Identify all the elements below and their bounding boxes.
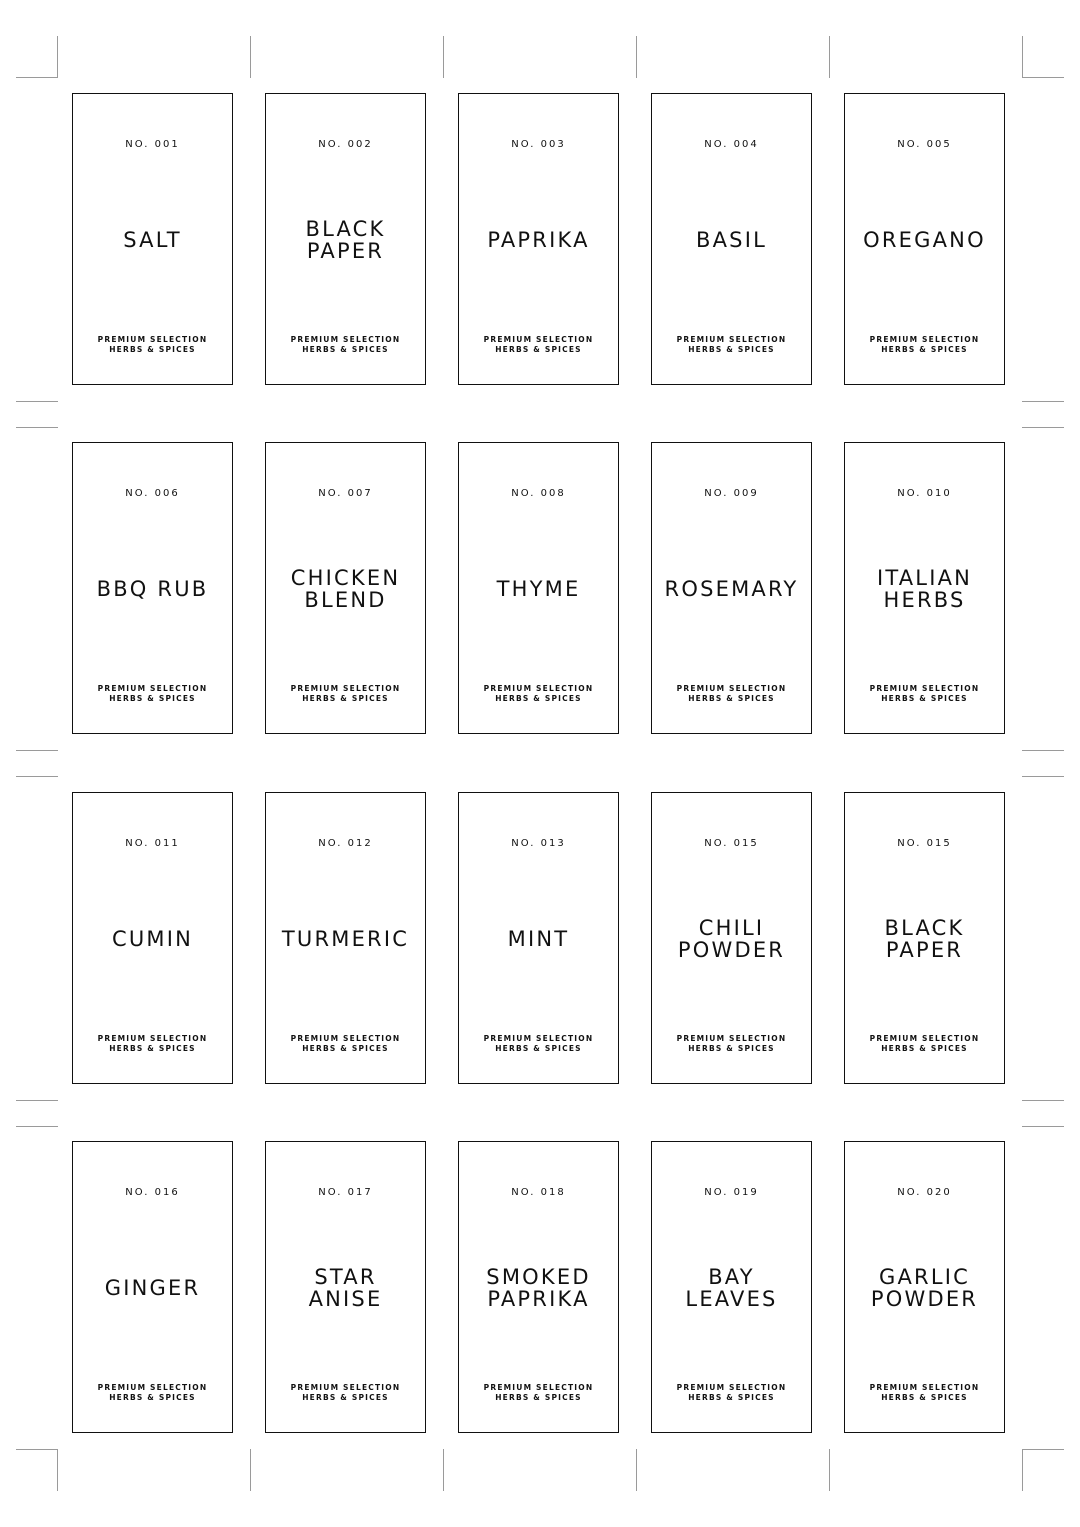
spice-label: [844, 442, 1005, 734]
label-footer-line: PREMIUM SELECTION: [869, 684, 980, 693]
label-footer: [845, 1034, 1004, 1054]
label-footer-line: HERBS & SPICES: [495, 1044, 582, 1053]
crop-mark: [1022, 1449, 1023, 1491]
crop-mark: [250, 36, 251, 78]
label-name-line: ANISE: [308, 1287, 383, 1311]
label-name-line: BLACK: [884, 916, 965, 940]
label-footer: [652, 684, 811, 704]
label-footer-line: PREMIUM SELECTION: [869, 1034, 980, 1043]
label-footer: [652, 1034, 811, 1054]
crop-mark: [443, 1449, 444, 1491]
label-number: NO. 013: [511, 838, 566, 849]
label-number: NO. 012: [318, 838, 373, 849]
spice-label: [651, 442, 812, 734]
label-number: NO. 005: [897, 139, 952, 150]
crop-mark: [443, 36, 444, 78]
label-footer-line: HERBS & SPICES: [881, 1044, 968, 1053]
label-name-line: BLEND: [304, 588, 387, 612]
label-footer-line: PREMIUM SELECTION: [483, 335, 594, 344]
label-name: [73, 578, 232, 600]
label-number: NO. 018: [511, 1187, 566, 1198]
label-number: NO. 015: [897, 838, 952, 849]
label-footer: [459, 1034, 618, 1054]
crop-mark: [829, 1449, 830, 1491]
label-footer-line: HERBS & SPICES: [109, 345, 196, 354]
label-name-line: OREGANO: [863, 228, 986, 252]
label-name-line: TURMERIC: [281, 927, 410, 951]
crop-mark: [1022, 1100, 1064, 1101]
label-name-line: ROSEMARY: [664, 577, 799, 601]
label-footer: [266, 1383, 425, 1403]
label-name-line: GINGER: [104, 1276, 201, 1300]
label-footer-line: PREMIUM SELECTION: [676, 684, 787, 693]
label-name-line: PAPER: [306, 239, 385, 263]
label-name-line: MINT: [507, 927, 570, 951]
crop-mark: [16, 401, 58, 402]
label-footer-line: HERBS & SPICES: [109, 1044, 196, 1053]
label-name: [73, 1277, 232, 1299]
spice-label: [458, 792, 619, 1084]
label-footer-line: HERBS & SPICES: [495, 345, 582, 354]
spice-label: [844, 93, 1005, 385]
spice-label: [72, 792, 233, 1084]
label-number: NO. 009: [704, 488, 759, 499]
label-name: [652, 917, 811, 961]
label-footer-line: PREMIUM SELECTION: [676, 1383, 787, 1392]
label-name-line: SMOKED: [486, 1265, 591, 1289]
label-footer-line: PREMIUM SELECTION: [676, 335, 787, 344]
spice-label: [265, 442, 426, 734]
spice-label: [844, 792, 1005, 1084]
label-number: NO. 020: [897, 1187, 952, 1198]
spice-label: [651, 792, 812, 1084]
label-name-line: CHICKEN: [290, 566, 401, 590]
label-name: [845, 1266, 1004, 1310]
label-name-line: HERBS: [883, 588, 966, 612]
label-name-line: THYME: [496, 577, 581, 601]
spice-label: [458, 1141, 619, 1433]
label-footer-line: HERBS & SPICES: [109, 1393, 196, 1402]
crop-mark: [16, 77, 58, 78]
label-name: [652, 578, 811, 600]
label-name-line: PAPRIKA: [487, 228, 590, 252]
label-name: [73, 928, 232, 950]
label-name: [266, 218, 425, 262]
label-footer: [266, 1034, 425, 1054]
label-footer-line: PREMIUM SELECTION: [97, 684, 208, 693]
crop-mark: [636, 1449, 637, 1491]
label-name-line: PAPRIKA: [487, 1287, 590, 1311]
crop-mark: [250, 1449, 251, 1491]
label-name: [459, 578, 618, 600]
label-number: NO. 019: [704, 1187, 759, 1198]
label-name-line: LEAVES: [685, 1287, 778, 1311]
label-number: NO. 002: [318, 139, 373, 150]
label-footer-line: PREMIUM SELECTION: [483, 684, 594, 693]
label-footer: [73, 1383, 232, 1403]
crop-mark: [636, 36, 637, 78]
label-number: NO. 017: [318, 1187, 373, 1198]
label-name-line: ITALIAN: [876, 566, 973, 590]
crop-mark: [16, 776, 58, 777]
spice-label: [265, 792, 426, 1084]
crop-mark: [1022, 1449, 1064, 1450]
label-number: NO. 016: [125, 1187, 180, 1198]
label-footer-line: HERBS & SPICES: [688, 1044, 775, 1053]
label-footer-line: HERBS & SPICES: [688, 1393, 775, 1402]
crop-mark: [1022, 776, 1064, 777]
label-footer-line: PREMIUM SELECTION: [869, 1383, 980, 1392]
label-footer-line: PREMIUM SELECTION: [290, 1383, 401, 1392]
crop-mark: [1022, 750, 1064, 751]
crop-mark: [1022, 77, 1064, 78]
label-number: NO. 010: [897, 488, 952, 499]
crop-mark: [16, 1100, 58, 1101]
label-footer: [73, 335, 232, 355]
crop-mark: [829, 36, 830, 78]
label-footer-line: HERBS & SPICES: [495, 1393, 582, 1402]
label-footer-line: HERBS & SPICES: [495, 694, 582, 703]
label-footer: [459, 684, 618, 704]
label-footer-line: PREMIUM SELECTION: [97, 1034, 208, 1043]
label-name: [266, 928, 425, 950]
label-footer-line: HERBS & SPICES: [302, 345, 389, 354]
label-footer-line: PREMIUM SELECTION: [483, 1034, 594, 1043]
label-name: [845, 567, 1004, 611]
label-footer-line: PREMIUM SELECTION: [290, 684, 401, 693]
label-name-line: CHILI: [698, 916, 765, 940]
label-number: NO. 015: [704, 838, 759, 849]
label-number: NO. 001: [125, 139, 180, 150]
label-footer: [459, 335, 618, 355]
label-footer-line: HERBS & SPICES: [109, 694, 196, 703]
label-name-line: GARLIC: [879, 1265, 970, 1289]
label-name: [845, 917, 1004, 961]
label-footer-line: PREMIUM SELECTION: [290, 1034, 401, 1043]
crop-mark: [16, 1126, 58, 1127]
label-name-line: BASIL: [696, 228, 767, 252]
label-name: [266, 567, 425, 611]
spice-label: [651, 93, 812, 385]
label-name: [652, 1266, 811, 1310]
crop-mark: [1022, 401, 1064, 402]
label-number: NO. 004: [704, 139, 759, 150]
label-name-line: BAY: [708, 1265, 755, 1289]
spice-label: [265, 93, 426, 385]
label-footer-line: PREMIUM SELECTION: [97, 1383, 208, 1392]
label-footer-line: PREMIUM SELECTION: [290, 335, 401, 344]
label-footer: [652, 335, 811, 355]
label-name: [459, 1266, 618, 1310]
label-name: [73, 229, 232, 251]
label-name: [845, 229, 1004, 251]
label-footer: [845, 684, 1004, 704]
label-name-line: CUMIN: [111, 927, 194, 951]
crop-mark: [57, 1449, 58, 1491]
label-name-line: PAPER: [885, 938, 964, 962]
label-footer-line: PREMIUM SELECTION: [483, 1383, 594, 1392]
label-number: NO. 008: [511, 488, 566, 499]
label-footer: [266, 335, 425, 355]
label-footer: [652, 1383, 811, 1403]
label-footer: [459, 1383, 618, 1403]
spice-label: [651, 1141, 812, 1433]
crop-mark: [57, 36, 58, 78]
label-footer: [73, 1034, 232, 1054]
label-footer: [266, 684, 425, 704]
label-name-line: SALT: [123, 228, 182, 252]
label-number: NO. 011: [125, 838, 180, 849]
label-name-line: STAR: [314, 1265, 377, 1289]
label-footer-line: HERBS & SPICES: [688, 345, 775, 354]
label-name: [459, 928, 618, 950]
crop-mark: [1022, 1126, 1064, 1127]
spice-label: [458, 93, 619, 385]
label-number: NO. 007: [318, 488, 373, 499]
label-name: [652, 229, 811, 251]
crop-mark: [16, 427, 58, 428]
label-footer-line: HERBS & SPICES: [302, 1393, 389, 1402]
label-footer-line: HERBS & SPICES: [688, 694, 775, 703]
label-footer: [845, 1383, 1004, 1403]
label-name: [266, 1266, 425, 1310]
spice-label: [844, 1141, 1005, 1433]
label-footer-line: PREMIUM SELECTION: [869, 335, 980, 344]
crop-mark: [16, 1449, 58, 1450]
label-footer: [73, 684, 232, 704]
label-footer-line: HERBS & SPICES: [881, 694, 968, 703]
label-footer-line: PREMIUM SELECTION: [676, 1034, 787, 1043]
crop-mark: [1022, 36, 1023, 78]
label-name-line: POWDER: [677, 938, 786, 962]
label-name-line: BBQ RUB: [96, 577, 209, 601]
spice-label: [72, 1141, 233, 1433]
label-name-line: POWDER: [870, 1287, 979, 1311]
spice-label: [72, 442, 233, 734]
crop-mark: [1022, 427, 1064, 428]
label-footer-line: PREMIUM SELECTION: [97, 335, 208, 344]
label-number: NO. 003: [511, 139, 566, 150]
label-number: NO. 006: [125, 488, 180, 499]
label-name: [459, 229, 618, 251]
label-footer-line: HERBS & SPICES: [881, 1393, 968, 1402]
label-footer-line: HERBS & SPICES: [881, 345, 968, 354]
crop-mark: [16, 750, 58, 751]
label-footer-line: HERBS & SPICES: [302, 1044, 389, 1053]
label-footer-line: HERBS & SPICES: [302, 694, 389, 703]
label-footer: [845, 335, 1004, 355]
spice-label: [458, 442, 619, 734]
spice-label: [72, 93, 233, 385]
label-name-line: BLACK: [305, 217, 386, 241]
spice-label: [265, 1141, 426, 1433]
